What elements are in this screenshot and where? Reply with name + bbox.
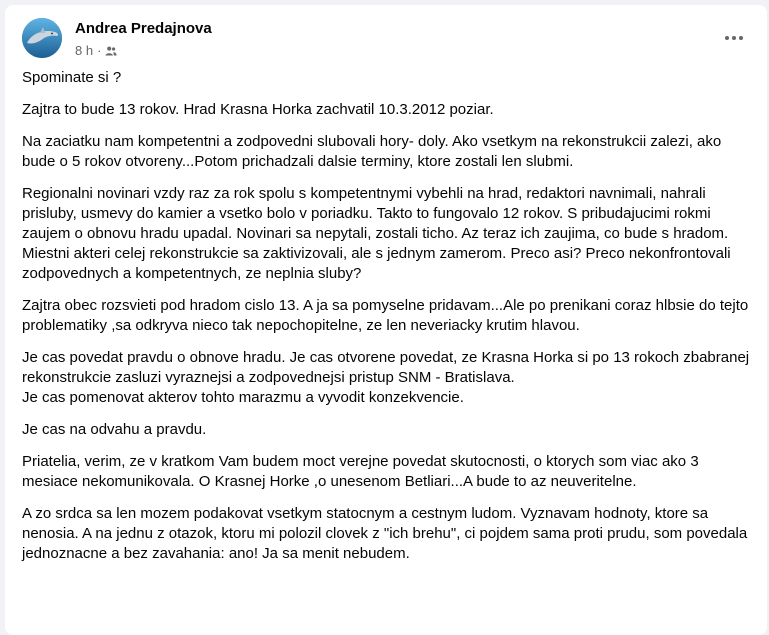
- friends-icon[interactable]: [105, 45, 117, 57]
- more-options-icon[interactable]: [716, 28, 752, 48]
- post-time[interactable]: 8 h: [75, 43, 94, 58]
- dolphin-avatar-icon: [22, 18, 62, 58]
- post-paragraph: Zajtra obec rozsvieti pod hradom cislo 13. A ja sa pomyselne pridavam...Ale po prenikani coraz hlbsie do tejto problematiky ,sa odkryva nieco tak nepochopitelne, ze len neveriacky krutim hlavou.: [22, 297, 749, 334]
- post-content: [22, 68, 757, 576]
- post-paragraph: Je cas povedat pravdu o obnove hradu. Je cas otvorene povedat, ze Krasna Horka si po 13 rokoch zbabranej rekonstrukcie zasluzi vyraznejsi a zodpovednejsi pristup SNM - Bratislava. Je cas pomenovat akterov tohto marazmu a vyvodit konzekvencie.: [22, 349, 750, 406]
- post-card: [5, 5, 767, 635]
- post-paragraph: A zo srdca sa len mozem podakovat vsetkym statocnym a cestnym ludom. Vyznavam hodnoty, ktore sa nenosia. A na jednu z otazok, ktoru mi polozil clovek z "ich brehu", ci pojdem sama proti prudu, som povedala jednoznacne a bez zavahania: ano! Ja sa menit nebudem.: [22, 505, 748, 562]
- meta-separator: ·: [97, 43, 102, 58]
- avatar[interactable]: [22, 18, 62, 58]
- post-meta: [75, 43, 117, 58]
- post-paragraph: Regionalni novinari vzdy raz za rok spolu s kompetentnymi vybehli na hrad, redaktori navnimali, nahrali prisluby, usmevy do kamier a vsetko bolo v poriadku. Takto to fungovalo 12 rokov. S pribudajucimi rokmi zaujem o obnovu hradu upadal. Novinari sa nepytali, zostali ticho. Az teraz ich zaujima, co bude s hradom. Miestni akteri celej rekonstrukcie sa zaktivizovali, ale s jednym zamerom. Preco asi? Preco nekonfrontovali zodpovednych a kompetentnych, ze neplnia sluby?: [22, 185, 731, 282]
- post-paragraph: Priatelia, verim, ze v kratkom Vam budem moct verejne povedat skutocnosti, o ktorych som viac ako 3 mesiace nekomunikovala. O Krasnej Horke ,o unesenom Betliari...A bude to az neuveritelne.: [22, 453, 699, 490]
- post-paragraph: Na zaciatku nam kompetentni a zodpovedni slubovali hory- doly. Ako vsetkym na rekonstrukcii zalezi, ako bude o 5 rokov otvoreny...Potom prichadzali dalsie terminy, ktore zostali len slubmi.: [22, 133, 722, 170]
- author-name[interactable]: Andrea Predajnova: [75, 20, 212, 37]
- post-paragraph: Zajtra to bude 13 rokov. Hrad Krasna Horka zachvatil 10.3.2012 poziar.: [22, 101, 494, 118]
- post-header: [22, 18, 752, 62]
- post-paragraph: Spominate si ?: [22, 69, 122, 86]
- post-paragraph: Je cas na odvahu a pravdu.: [22, 421, 207, 438]
